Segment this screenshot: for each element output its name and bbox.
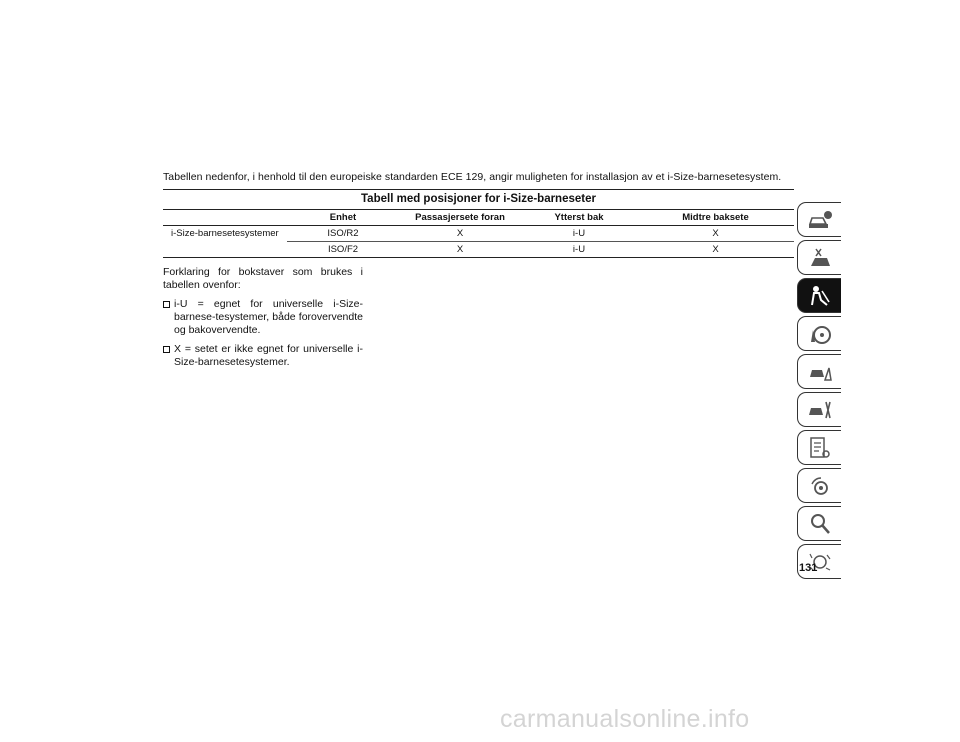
tab-service[interactable]: [797, 392, 841, 427]
row-label-empty: [163, 242, 287, 257]
table-cell: i-U: [572, 228, 586, 239]
header-cell-outer-rear: Ytterst bak: [554, 212, 604, 223]
intro-paragraph: Tabellen nedenfor, i henhold til den europeiske standarden ECE 129, angir muligheten for installasjon av et i-Size-barnesetesystem.: [163, 171, 782, 183]
multimedia-icon: [807, 474, 833, 498]
table-cell: ISO/R2: [327, 228, 359, 239]
seatbelt-safety-icon: [807, 284, 833, 308]
isize-position-table: [163, 189, 794, 258]
legend-item: [163, 343, 363, 369]
tab-specifications[interactable]: [797, 430, 841, 465]
steering-wheel-icon: [807, 322, 833, 346]
specifications-icon: [807, 436, 833, 460]
legend: [163, 266, 363, 369]
legend-item: [163, 298, 363, 337]
table-cell: X: [712, 228, 719, 239]
header-cell: [163, 210, 287, 225]
bullet-box-icon: [163, 301, 170, 308]
tab-driving[interactable]: [797, 316, 841, 351]
header-cell-center-rear: Midtre baksete: [682, 212, 749, 223]
legend-item-text: i-U = egnet for universelle i-Size-barnese-tesystemer, både forovervendte og bakovervendte.: [174, 298, 363, 336]
car-info-icon: [807, 208, 833, 232]
car-breakdown-icon: [807, 360, 833, 384]
table-title: Tabell med posisjoner for i-Size-barneseter: [163, 190, 794, 210]
table-row: [163, 242, 794, 257]
page-number: 131: [799, 562, 818, 574]
tab-warning-lights[interactable]: [797, 240, 841, 275]
warning-light-icon: [807, 246, 833, 270]
tab-multimedia[interactable]: [797, 468, 841, 503]
legend-item-text: X = setet er ikke egnet for universelle i-Size-barnesetesystemer.: [174, 343, 363, 368]
header-cell-unit: Enhet: [329, 212, 357, 223]
table-header-row: [163, 210, 794, 226]
table-cell: X: [456, 228, 464, 239]
car-service-icon: [807, 398, 833, 422]
watermark: carmanualsonline.info: [500, 705, 750, 733]
tab-index[interactable]: [797, 506, 841, 541]
tab-safety[interactable]: [797, 278, 841, 313]
table-cell: X: [712, 244, 719, 255]
table-cell: i-U: [572, 244, 586, 255]
table-cell: X: [456, 244, 464, 255]
chapter-tabs: [797, 202, 841, 582]
legend-intro: Forklaring for bokstaver som brukes i tabellen ovenfor:: [163, 266, 363, 291]
tab-emergency[interactable]: [797, 354, 841, 389]
table-cell: ISO/F2: [327, 244, 359, 255]
bullet-box-icon: [163, 346, 170, 353]
row-label: i-Size-barnesetesystemer: [171, 228, 279, 239]
header-cell-front-passenger: Passasjersete foran: [415, 212, 505, 223]
index-search-icon: [807, 512, 833, 536]
tab-car-info[interactable]: [797, 202, 841, 237]
table-row: [163, 226, 794, 241]
